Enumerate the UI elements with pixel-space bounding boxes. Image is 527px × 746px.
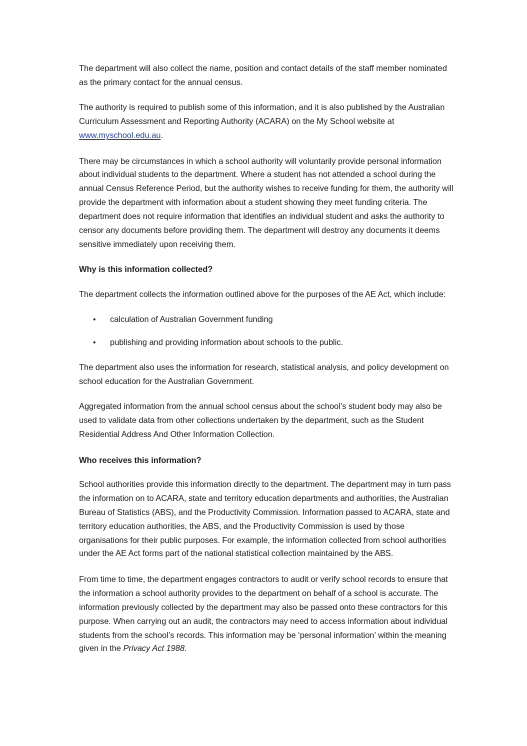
list-item-text: publishing and providing information about schools to the public. xyxy=(110,337,344,347)
paragraph-publishing-text: The authority is required to publish some of this information, and it is also published by the Australian Curriculum Assessment and Reporting Authority (ACARA) on the My School website at xyxy=(79,103,445,127)
paragraph-publishing xyxy=(79,101,454,143)
heading-who-receives: Who receives this information? xyxy=(79,455,202,465)
bullet-icon: • xyxy=(93,337,96,347)
heading-why-collected: Why is this information collected? xyxy=(79,265,213,275)
myschool-link[interactable]: www.myschool.edu.au xyxy=(79,131,161,141)
paragraph-voluntary-info: There may be circumstances in which a school authority will voluntarily provide personal information about individual students to the department. Where a student has not attended a school during the annual Census Reference Period, but the authority wishes to receive funding for them, the authority will provide the department with information about a student showing they meet funding criteria. The department does not require information that identifies an individual student and asks the authority to censor any documents before providing them. The department will destroy any documents it deems sensitive immediately upon receiving them. xyxy=(79,156,454,249)
paragraph-contractors xyxy=(79,573,454,656)
paragraph-contractors-end: . xyxy=(184,644,187,654)
list-item xyxy=(79,313,454,327)
paragraph-recipients: School authorities provide this information directly to the department. The department may in turn pass the information on to ACARA, state and territory education departments and authorities, the Australian Bureau of Statistics (ABS), and the Productivity Commission. Information passed to ACARA, state and territory education authorities, the ABS, and the Productivity Commission is used by those organisations for their public purposes. For example, the information collected from school authorities under the AE Act forms part of the national statistical collection maintained by the ABS. xyxy=(79,479,451,559)
privacy-act-title: Privacy Act 1988 xyxy=(123,644,185,654)
paragraph-aggregated-info: Aggregated information from the annual school census about the school’s student body may also be used to validate data from other collections undertaken by the department, such as the Student Residential Address And Other Information Collection. xyxy=(79,402,442,440)
bullet-icon: • xyxy=(93,315,96,325)
list-item-text: calculation of Australian Government funding xyxy=(110,315,273,325)
paragraph-contractors-text: From time to time, the department engages contractors to audit or verify school records to ensure that the information a school authority provides to the department on behalf of a school is accurate. The information previously collected by the department may also be passed onto these contractors for this purpose. When carrying out an audit, the contractors may need to access information about individual students from the school’s records. This information may be ‘personal information’ within the meaning given in the xyxy=(79,574,448,654)
purposes-list xyxy=(79,313,454,349)
paragraph-publishing-end: . xyxy=(160,131,163,141)
document-page xyxy=(79,62,454,668)
paragraph-primary-contact: The department will also collect the name, position and contact details of the staff member nominated as the primary contact for the annual census. xyxy=(79,64,447,87)
paragraph-purposes: The department collects the information outlined above for the purposes of the AE Act, which include: xyxy=(79,289,446,299)
list-item xyxy=(79,336,454,350)
paragraph-research-use: The department also uses the information for research, statistical analysis, and policy development on school education for the Australian Government. xyxy=(79,363,449,386)
